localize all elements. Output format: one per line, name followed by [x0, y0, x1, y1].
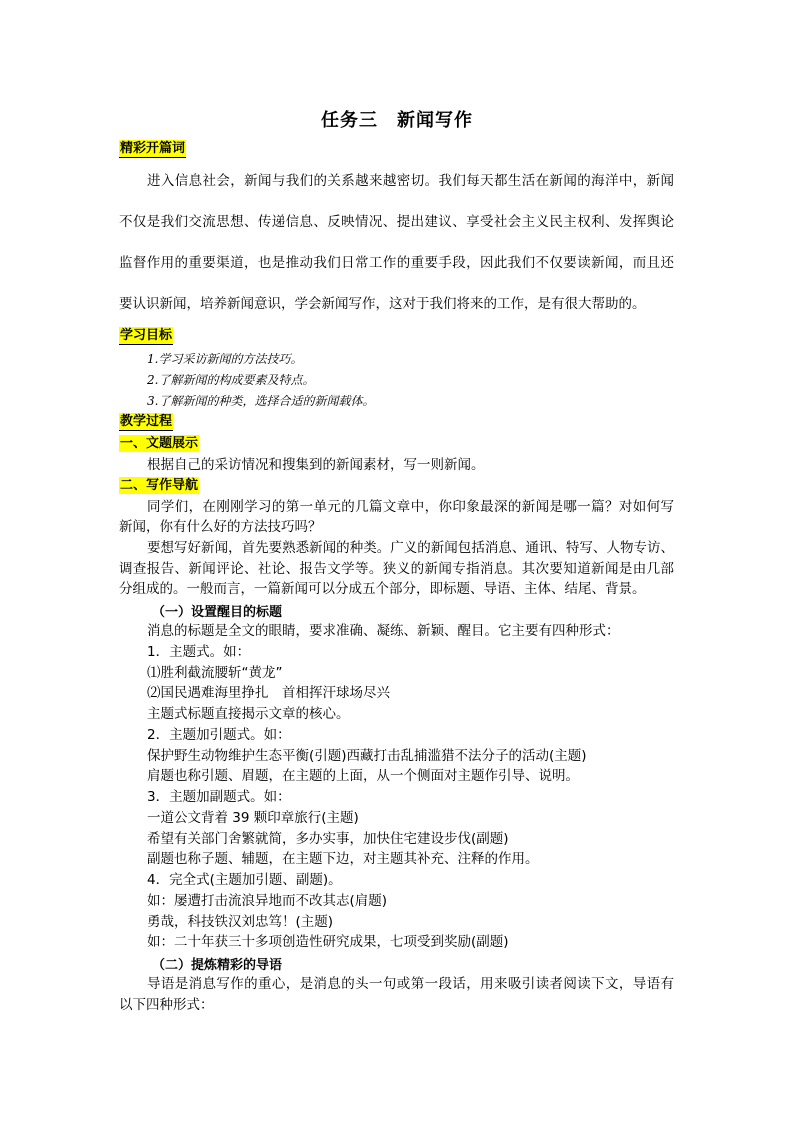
body-line: 分组成的。一般而言，一篇新闻可以分成五个部分，即标题、导语、主体、结尾、背景。 — [119, 581, 646, 597]
goal-item: 1.学习采访新闻的方法技巧。 — [147, 352, 303, 366]
body-line: 消息的标题是全文的眼睛，要求准确、凝练、新颖、醒目。它主要有四种形式： — [147, 623, 620, 639]
process-heading: 教学过程 — [120, 414, 173, 429]
body-line: 主题式标题直接揭示文章的核心。 — [147, 706, 350, 722]
body-line: 要想写好新闻，首先要熟悉新闻的种类。广义的新闻包括消息、通讯、特写、人物专访、 — [147, 540, 674, 556]
goals-heading: 学习目标 — [120, 328, 173, 343]
subsection-heading: （二）提炼精彩的导语 — [152, 958, 283, 973]
body-line: 3．主题加副题式。如： — [147, 789, 291, 805]
body-line: 希望有关部门舍繁就简，多办实事，加快住宅建设步伐(副题) — [147, 831, 509, 847]
body-line: 副题也称子题、辅题，在主题下边，对主题其补充、注释的作用。 — [147, 851, 539, 867]
section-heading: 一、文题展示 — [120, 436, 199, 451]
body-line: 一道公文背着 39 颗印章旅行(主题) — [147, 810, 359, 826]
page-title: 任务三 新闻写作 — [321, 110, 473, 131]
intro-line: 要认识新闻，培养新闻意识，学会新闻写作，这对于我们将来的工作，是有很大帮助的。 — [119, 296, 646, 312]
body-line: 肩题也称引题、眉题，在主题的上面，从一个侧面对主题作引导、说明。 — [147, 768, 579, 784]
body-line: 如：屡遭打击流浪异地而不改其志(肩题) — [147, 893, 388, 909]
body-line: 4．完全式(主题加引题、副题)。 — [147, 872, 342, 888]
intro-line: 进入信息社会，新闻与我们的关系越来越密切。我们每天都生活在新闻的海洋中，新闻 — [147, 173, 674, 189]
section-heading: 二、写作导航 — [120, 478, 199, 493]
intro-line: 不仅是我们交流思想、传递信息、反映情况、提出建议、享受社会主义民主权利、发挥舆论 — [119, 214, 674, 230]
body-line: 保护野生动物维护生态平衡(引题)西藏打击乱捕滥猎不法分子的活动(主题) — [147, 748, 587, 764]
body-line: 以下四种形式： — [119, 997, 214, 1013]
subsection-heading: （一）设置醒目的标题 — [152, 605, 283, 620]
body-line: 勇哉，科技铁汉刘忠笃！(主题) — [147, 914, 334, 930]
body-line: ⑵国民遇难海里挣扎 首相挥汗球场尽兴 — [147, 685, 390, 701]
intro-heading: 精彩开篇词 — [120, 141, 186, 156]
body-line: 导语是消息写作的重心，是消息的头一句或第一段话，用来吸引读者阅读下文，导语有 — [147, 976, 674, 992]
body-line: 如：二十年获三十多项创造性研究成果，七项受到奖励(副题) — [147, 934, 509, 950]
goal-item: 3.了解新闻的种类，选择合适的新闻载体。 — [147, 394, 375, 408]
body-line: 2．主题加引题式。如： — [147, 727, 291, 743]
body-line: 1．主题式。如： — [147, 644, 251, 660]
body-line: 同学们，在刚刚学习的第一单元的几篇文章中，你印象最深的新闻是哪一篇？对如何写 — [147, 499, 674, 515]
section-text: 根据自己的采访情况和搜集到的新闻素材，写一则新闻。 — [147, 457, 485, 473]
body-line: 调查报告、新闻评论、社论、报告文学等。狭义的新闻专指消息。其次要知道新闻是由几部 — [119, 561, 674, 577]
body-line: ⑴胜利截流腰斩“黄龙” — [147, 665, 283, 681]
intro-line: 监督作用的重要渠道，也是推动我们日常工作的重要手段，因此我们不仅要读新闻，而且还 — [119, 255, 674, 271]
body-line: 新闻，你有什么好的方法技巧吗？ — [119, 519, 322, 535]
goal-item: 2.了解新闻的构成要素及特点。 — [147, 373, 315, 387]
